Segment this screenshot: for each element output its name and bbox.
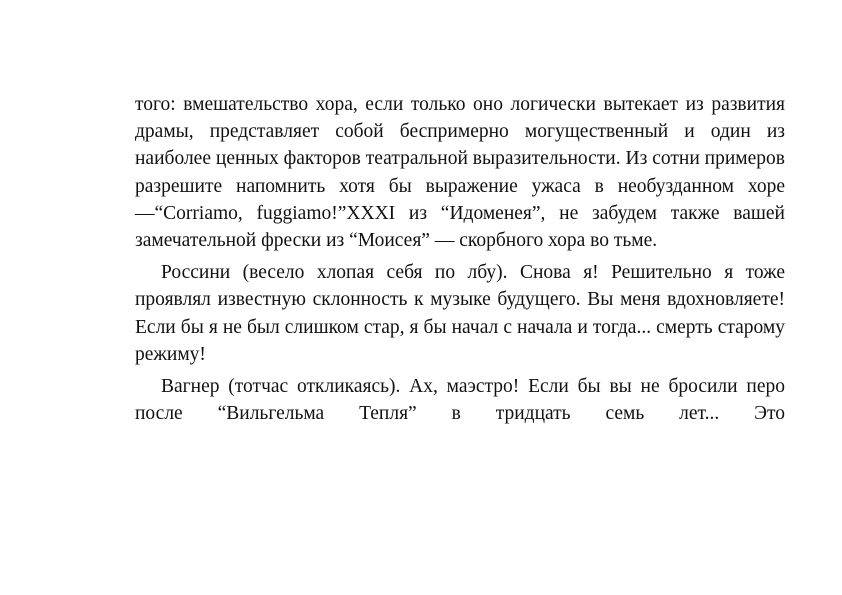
paragraph-2: Россини (весело хлопая себя по лбу). Снова я! Решительно я тоже проявлял известную склонность к музыке будущего. Вы меня вдохновляете! Если бы я не был слишком стар, я бы начал с начала и тогда... смерть старому режиму! bbox=[135, 262, 785, 365]
paragraph-3: Вагнер (тотчас откликаясь). Ах, маэстро! Если бы вы не бросили перо после “Вильгельма Тепля” в тридцать семь лет... Это bbox=[135, 376, 785, 425]
document-text bbox=[135, 91, 785, 427]
paragraph-1: того: вмешательство хора, если только оно логически вытекает из развития драмы, представляет собой беспримерно могущественный и один из наиболее ценных факторов театральной выразительности. Из сотни примеров разрешите напомнить хотя бы выражение ужаса в необузданном хоре—“Corriamo, fuggiamo!”XXXI из “Идоменея”, не забудем также вашей замечательной фрески из “Моисея” — скорбного хора во тьме. bbox=[135, 94, 785, 252]
